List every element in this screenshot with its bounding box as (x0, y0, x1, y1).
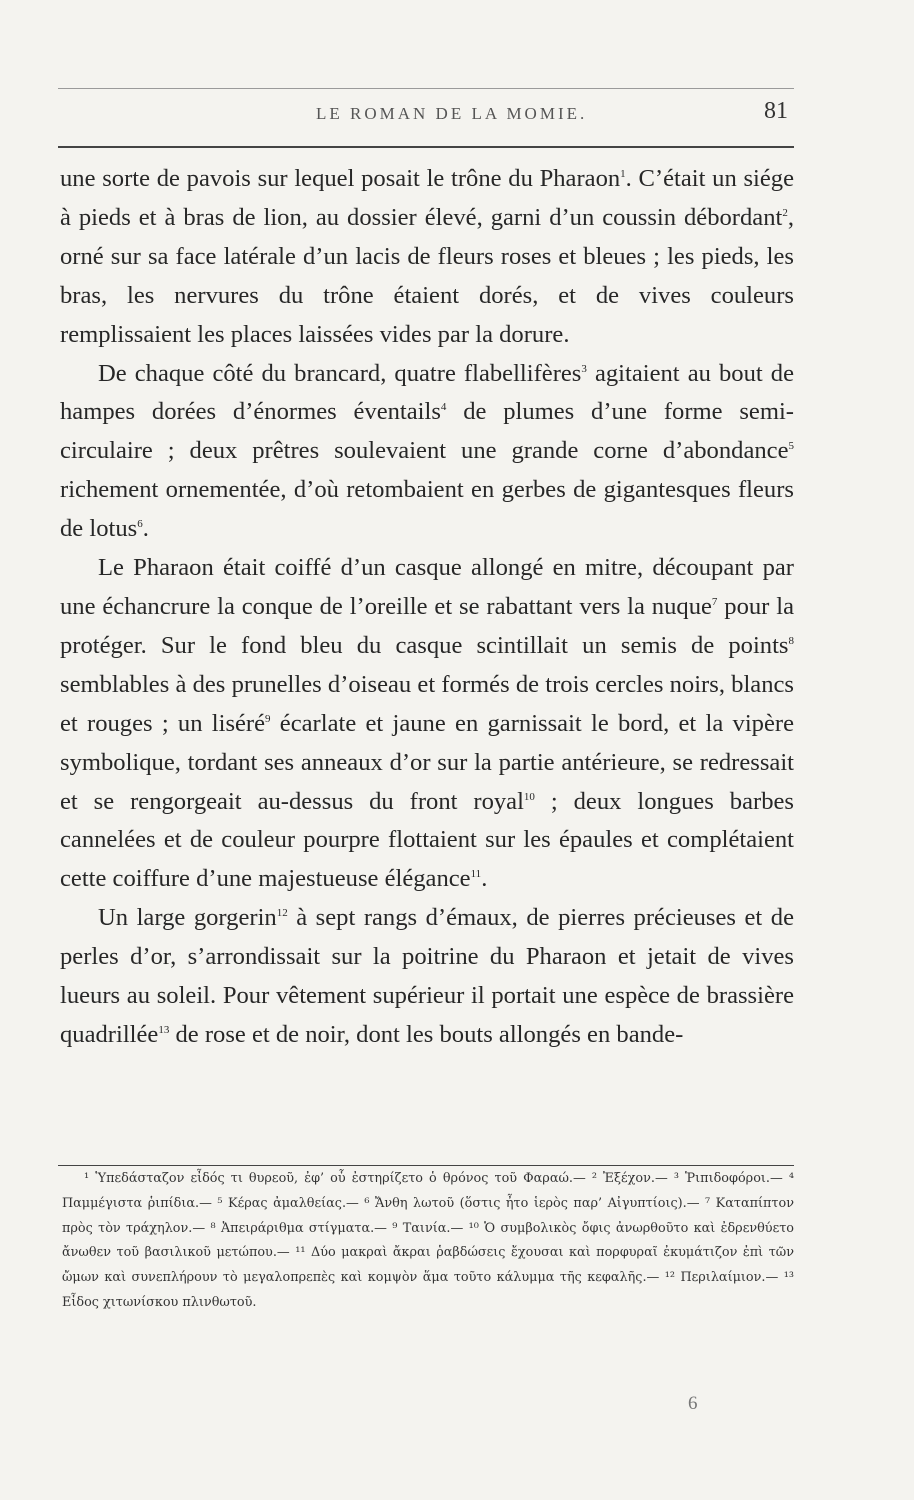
footnote-ref: 9 (265, 712, 271, 725)
paragraph (60, 549, 794, 899)
text-run: ; deux longues barbes cannelées et de couleur pourpre flottaient sur les épaules et complétaient cette coiffure d’une majestueuse élégance (60, 787, 794, 893)
footnote-ref: 7 (711, 595, 718, 608)
footnote-ref: 13 (158, 1023, 170, 1036)
footnote-ref: 3 (581, 362, 587, 375)
paragraph (60, 160, 794, 355)
signature-mark: 6 (688, 1393, 698, 1414)
footnote-ref: 2 (782, 206, 788, 219)
paragraph (60, 899, 794, 1055)
text-run: écarlate et jaune en garnissait le bord, et la vipère symbolique, tordant ses anneaux d’or sur la partie antérieure, se redressait et se rengorgeait au-dessus du front royal (60, 709, 794, 815)
text-run: richement ornementée, d’où retombaient en gerbes de gigantesques fleurs de lotus (60, 476, 794, 543)
text-run: agitaient au bout de hampes dorées d’énormes éventails (60, 359, 794, 426)
top-rule (58, 88, 794, 89)
footnote-text: ¹ Ὑπεδάσταζον εἶδός τι θυρεοῦ, ἐφ’ οὗ ἐστηρίζετο ὁ θρόνος τοῦ Φαραώ.— ² Ἐξέχον.— ³ Ῥιπιδοφόροι.— ⁴ Παμμέγιστα ῥιπίδια.— ⁵ Κέρας ἀμαλθείας.— ⁶ Ἄνθη λωτοῦ (ὅστις ἦτο ἱερὸς παρ’ Αἰγυπτίοις).— ⁷ Καταπίπτον πρὸς τὸν τράχηλον.— ⁸ Ἀπειράριθμα στίγματα.— ⁹ Ταινία.— ¹⁰ Ὁ συμβολικὸς ὄφις ἀνωρθοῦτο καὶ ἐδρενθύετο ἄνωθεν τοῦ βασιλικοῦ μετώπου.— ¹¹ Δύο μακραὶ ἄκραι ῥαβδώσεις ἔχουσαι καὶ πορφυραῖ ἐκυμάτιζον ἐπὶ τῶν ὤμων καὶ συνεπλήρουν τὸ μεγαλοπρεπὲς καὶ κομψὸν ἅμα τοῦτο κάλυμμα τῆς κεφαλῆς.— ¹² Περιλαίμιον.— ¹³ Εἶδος χιτωνίσκου πλινθωτοῦ. (62, 1171, 794, 1310)
text-run: . C’était un siége à pieds et à bras de lion, au dossier élevé, garni d’un coussin débordant (60, 165, 794, 231)
page-number: 81 (764, 98, 788, 124)
header-rule (58, 146, 794, 148)
paragraph (60, 355, 794, 550)
text-run: Un large gorgerin (98, 904, 277, 932)
text-run: semblables à des prunelles d’oiseau et formés de trois cercles noirs, blancs et rouges ; un liséré (60, 670, 794, 737)
footnote-ref: 10 (523, 790, 535, 803)
text-run: Le Pharaon était coiffé d’un casque allongé en mitre, découpant par une échancrure la conque de l’oreille et se rabattant vers la nuque (60, 554, 794, 620)
footnote-ref: 1 (620, 167, 626, 180)
footnote-ref: 8 (788, 634, 794, 647)
text-run: de plumes d’une forme semi-circulaire ; deux prêtres soulevaient une grande corne d’abondance (60, 398, 794, 465)
text-run: , orné sur sa face latérale d’un lacis de fleurs roses et bleues ; les pieds, les bras, les nervures du trône étaient dorés, et de vives couleurs remplissaient les places laissées vides par la dorure. (60, 203, 794, 348)
text-run: de rose et de noir, dont les bouts allongés en bande- (169, 1020, 684, 1048)
text-run: . (481, 865, 488, 893)
footnote-rule (58, 1165, 794, 1166)
footnote-ref: 6 (137, 517, 143, 530)
text-run: De chaque côté du brancard, quatre flabellifères (98, 359, 582, 387)
footnote-ref: 11 (470, 868, 482, 881)
text-run: une sorte de pavois sur lequel posait le trône du Pharaon (60, 165, 621, 192)
text-run: pour la protéger. Sur le fond bleu du casque scintillait un semis de points (60, 592, 794, 659)
text-run: . (142, 515, 149, 543)
footnote-ref: 4 (440, 401, 447, 414)
footnotes (62, 1167, 794, 1316)
body-text (60, 160, 794, 1055)
footnote-ref: 5 (788, 440, 794, 453)
running-title: LE ROMAN DE LA MOMIE. (316, 104, 588, 123)
text-run: à sept rangs d’émaux, de pierres précieuses et de perles d’or, s’arrondissait sur la poitrine du Pharaon et jetait de vives lueurs au soleil. Pour vêtement supérieur il portait une espèce de brassière quadrillée (60, 904, 794, 1048)
footnote-ref: 12 (276, 907, 288, 920)
running-header (58, 100, 794, 134)
